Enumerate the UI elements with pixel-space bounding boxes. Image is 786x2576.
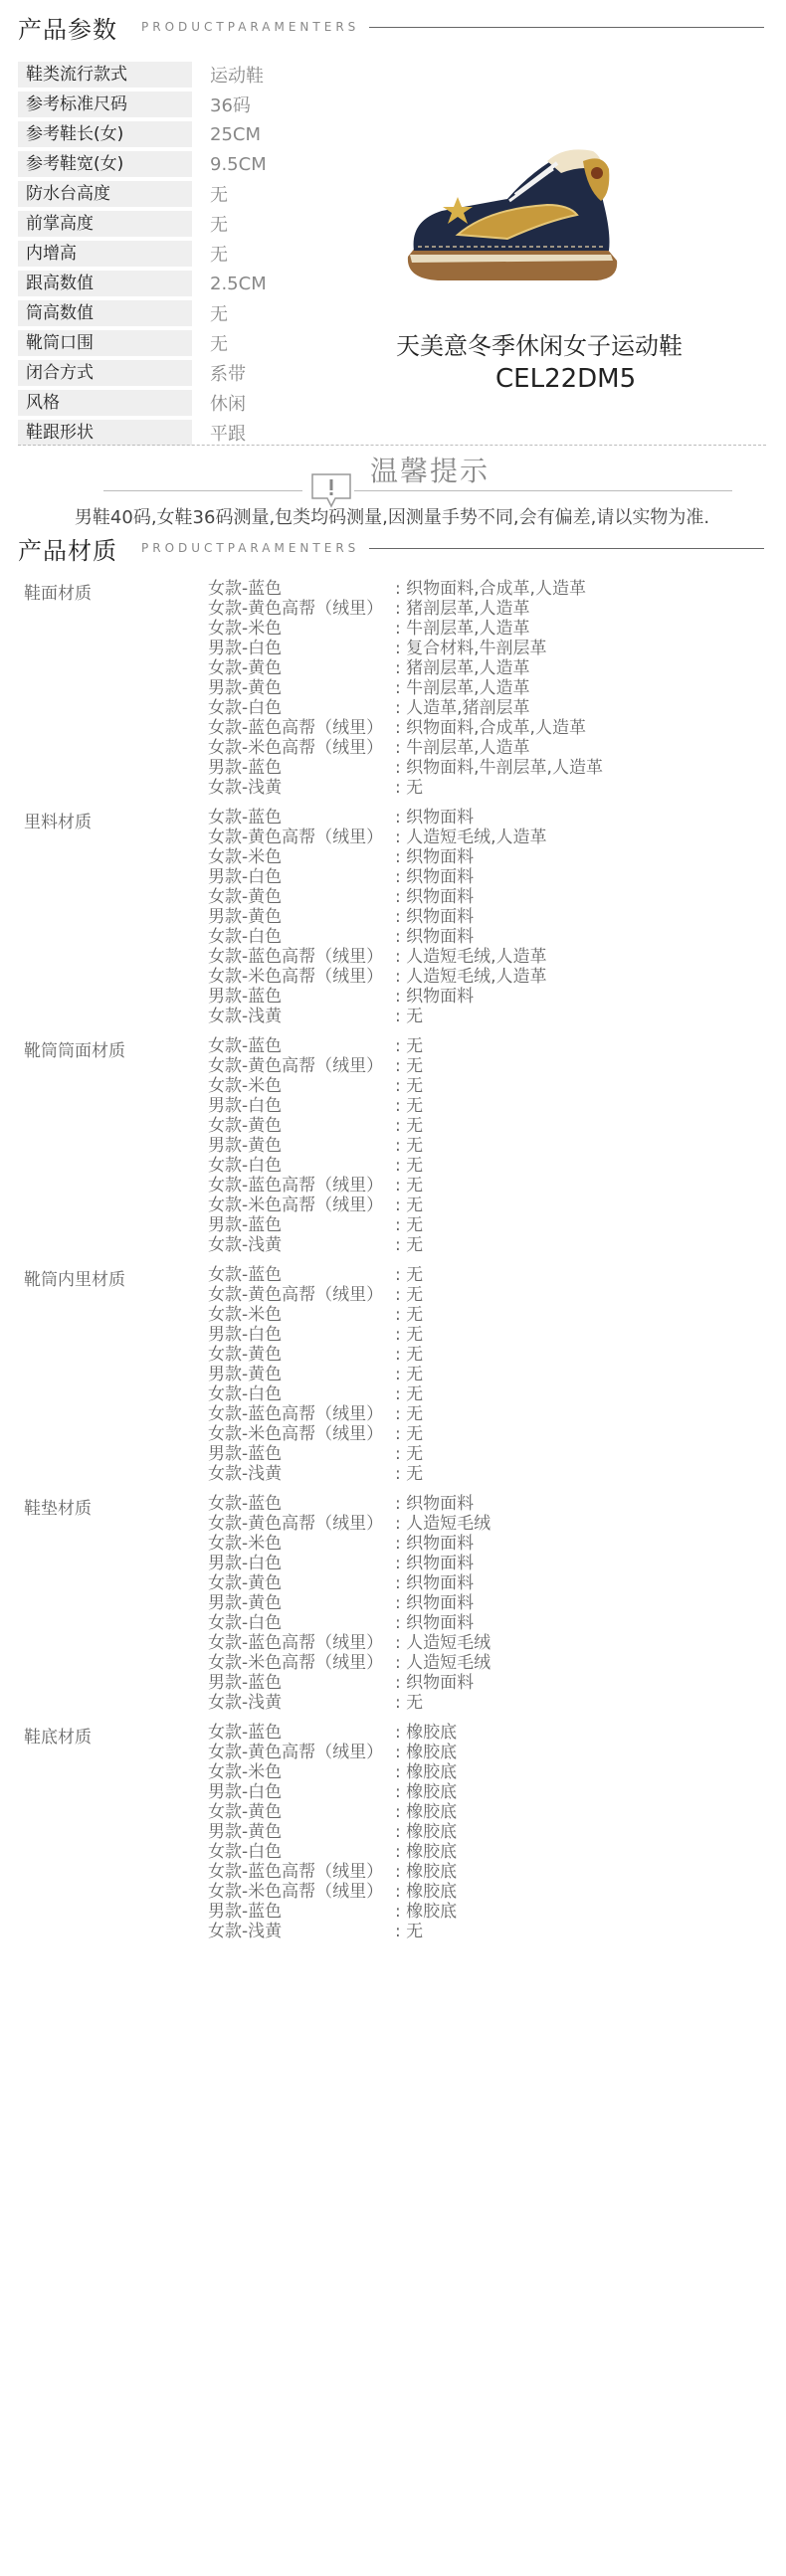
material-value: : 无 [395, 1922, 424, 1941]
material-value: : 无 [395, 1215, 424, 1235]
material-row [208, 1116, 423, 1136]
material-category: 鞋面材质 [24, 584, 92, 604]
materials-section-subtitle: PRODUCTPARAMENTERS [141, 541, 360, 555]
material-value: : 无 [395, 1096, 424, 1116]
material-value: : 橡胶底 [395, 1862, 458, 1882]
material-row [208, 1534, 474, 1554]
param-value: 系带 [210, 364, 246, 385]
material-value: : 无 [395, 1056, 424, 1076]
material-variant: 男款-白色 [208, 1554, 283, 1573]
material-category: 靴筒内里材质 [24, 1270, 125, 1290]
params-table [18, 60, 376, 448]
material-value: : 无 [395, 1176, 424, 1196]
material-row [208, 1285, 423, 1305]
param-label: 内增高 [18, 241, 192, 267]
material-variant: 女款-米色高帮（绒里） [208, 1424, 384, 1444]
material-value: : 无 [395, 1305, 424, 1325]
material-row [208, 658, 530, 678]
material-value: : 织物面料 [395, 808, 475, 828]
material-variant: 女款-蓝色 [208, 808, 283, 828]
param-label: 参考鞋宽(女) [18, 151, 192, 177]
material-row [208, 1514, 491, 1534]
material-group [24, 579, 780, 808]
material-variant: 女款-蓝色高帮（绒里） [208, 1404, 384, 1424]
material-value: : 橡胶底 [395, 1882, 458, 1902]
material-variant: 男款-蓝色 [208, 987, 283, 1007]
material-value: : 人造革,猪剖层革 [395, 698, 530, 718]
material-row [208, 1922, 423, 1941]
material-variant: 男款-黄色 [208, 678, 283, 698]
material-row [208, 778, 423, 798]
material-value: : 织物面料 [395, 1534, 475, 1554]
material-row [208, 808, 474, 828]
material-value: : 无 [395, 1285, 424, 1305]
material-variant: 女款-黄色 [208, 1116, 283, 1136]
material-variant: 女款-米色高帮（绒里） [208, 967, 384, 987]
material-row [208, 1723, 457, 1743]
material-variant: 女款-白色 [208, 1842, 283, 1862]
material-variant: 女款-浅黄 [208, 1464, 283, 1484]
param-value: 无 [210, 334, 228, 355]
material-value: : 人造短毛绒 [395, 1633, 491, 1653]
params-section-header [18, 12, 774, 42]
material-value: : 橡胶底 [395, 1723, 458, 1743]
param-value: 25CM [210, 123, 262, 145]
param-row [18, 149, 376, 179]
params-section-title: 产品参数 [18, 15, 117, 44]
material-group [24, 1723, 780, 1951]
material-value: : 无 [395, 1196, 424, 1215]
material-variant: 女款-米色 [208, 1762, 283, 1782]
material-variant: 女款-黄色 [208, 1573, 283, 1593]
material-value: : 无 [395, 1116, 424, 1136]
material-row [208, 1196, 423, 1215]
product-image [398, 139, 637, 298]
param-label: 参考标准尺码 [18, 92, 192, 117]
material-value: : 无 [395, 1036, 424, 1056]
param-row [18, 388, 376, 418]
param-row [18, 239, 376, 269]
material-row [208, 1345, 423, 1365]
material-variant: 女款-米色高帮（绒里） [208, 1882, 384, 1902]
material-row [208, 907, 474, 927]
material-value: : 橡胶底 [395, 1743, 458, 1762]
material-row [208, 1265, 423, 1285]
material-category: 靴筒筒面材质 [24, 1041, 125, 1061]
materials-section-title: 产品材质 [18, 536, 117, 565]
materials-list [24, 579, 780, 1951]
material-variant: 女款-黄色 [208, 887, 283, 907]
material-value: : 无 [395, 1325, 424, 1345]
material-group [24, 808, 780, 1036]
material-value: : 橡胶底 [395, 1842, 458, 1862]
material-variant: 女款-米色高帮（绒里） [208, 1196, 384, 1215]
material-value: : 织物面料 [395, 1573, 475, 1593]
material-value: : 织物面料 [395, 1613, 475, 1633]
material-variant: 女款-浅黄 [208, 1235, 283, 1255]
param-value: 平跟 [210, 424, 246, 445]
material-variant: 女款-黄色高帮（绒里） [208, 1056, 384, 1076]
material-row [208, 1056, 423, 1076]
material-variant: 女款-白色 [208, 1613, 283, 1633]
material-value: : 织物面料 [395, 1494, 475, 1514]
material-value: : 猪剖层革,人造革 [395, 658, 530, 678]
material-variant: 男款-蓝色 [208, 1444, 283, 1464]
material-row [208, 967, 547, 987]
param-label: 前掌高度 [18, 211, 192, 237]
material-variant: 女款-米色 [208, 1076, 283, 1096]
material-value: : 织物面料 [395, 1673, 475, 1693]
material-variant: 女款-黄色 [208, 658, 283, 678]
material-value: : 牛剖层革,人造革 [395, 738, 530, 758]
material-variant: 女款-米色高帮（绒里） [208, 1653, 384, 1673]
material-row [208, 847, 474, 867]
material-row [208, 1007, 423, 1026]
material-value: : 橡胶底 [395, 1762, 458, 1782]
material-value: : 橡胶底 [395, 1902, 458, 1922]
material-row [208, 927, 474, 947]
material-row [208, 1842, 457, 1862]
material-value: : 无 [395, 1384, 424, 1404]
material-variant: 女款-米色 [208, 1305, 283, 1325]
material-row [208, 1444, 423, 1464]
param-row [18, 119, 376, 149]
material-variant: 男款-白色 [208, 639, 283, 658]
material-row [208, 1902, 457, 1922]
tip-line-left [103, 490, 302, 491]
material-value: : 无 [395, 1345, 424, 1365]
material-variant: 女款-浅黄 [208, 1922, 283, 1941]
material-row [208, 1494, 474, 1514]
material-variant: 男款-白色 [208, 1782, 283, 1802]
material-variant: 男款-蓝色 [208, 758, 283, 778]
material-variant: 女款-蓝色高帮（绒里） [208, 718, 384, 738]
param-row [18, 358, 376, 388]
material-row [208, 758, 603, 778]
material-value: : 无 [395, 1424, 424, 1444]
material-variant: 女款-浅黄 [208, 1007, 283, 1026]
material-row [208, 1235, 423, 1255]
material-variant: 女款-白色 [208, 698, 283, 718]
material-row [208, 1384, 423, 1404]
material-variant: 女款-黄色高帮（绒里） [208, 1514, 384, 1534]
material-value: : 织物面料,合成革,人造革 [395, 718, 586, 738]
material-row [208, 1882, 457, 1902]
material-row [208, 1365, 423, 1384]
material-variant: 男款-黄色 [208, 1136, 283, 1156]
material-value: : 人造短毛绒 [395, 1514, 491, 1534]
material-value: : 复合材料,牛剖层革 [395, 639, 547, 658]
material-row [208, 1305, 423, 1325]
material-variant: 男款-白色 [208, 867, 283, 887]
material-value: : 无 [395, 1464, 424, 1484]
material-variant: 女款-浅黄 [208, 1693, 283, 1713]
material-variant: 女款-蓝色高帮（绒里） [208, 947, 384, 967]
material-value: : 牛剖层革,人造革 [395, 678, 530, 698]
params-section-subtitle: PRODUCTPARAMENTERS [141, 20, 360, 34]
material-variant: 女款-黄色高帮（绒里） [208, 599, 384, 619]
material-variant: 女款-米色 [208, 847, 283, 867]
material-value: : 无 [395, 1444, 424, 1464]
material-category: 里料材质 [24, 813, 92, 832]
material-row [208, 1802, 457, 1822]
param-value: 2.5CM [210, 273, 267, 294]
dashed-divider [18, 445, 766, 446]
material-row [208, 1593, 474, 1613]
material-row [208, 1822, 457, 1842]
divider [369, 27, 764, 28]
material-group [24, 1265, 780, 1494]
material-value: : 织物面料,合成革,人造革 [395, 579, 586, 599]
param-row [18, 60, 376, 90]
material-value: : 织物面料 [395, 1554, 475, 1573]
param-value: 无 [210, 215, 228, 236]
param-value: 无 [210, 304, 228, 325]
material-variant: 男款-黄色 [208, 1822, 283, 1842]
param-row [18, 179, 376, 209]
material-row [208, 1036, 423, 1056]
material-category: 鞋垫材质 [24, 1499, 92, 1519]
product-code: CEL22DM5 [495, 364, 637, 394]
param-row [18, 418, 376, 448]
material-row [208, 1096, 423, 1116]
material-variant: 男款-蓝色 [208, 1902, 283, 1922]
param-label: 鞋类流行款式 [18, 62, 192, 88]
material-variant: 女款-蓝色 [208, 1036, 283, 1056]
material-value: : 橡胶底 [395, 1802, 458, 1822]
param-label: 参考鞋长(女) [18, 121, 192, 147]
material-variant: 女款-白色 [208, 927, 283, 947]
material-value: : 织物面料 [395, 867, 475, 887]
materials-section-header [18, 533, 774, 563]
material-variant: 女款-黄色 [208, 1802, 283, 1822]
material-row [208, 1653, 491, 1673]
material-variant: 女款-蓝色 [208, 1723, 283, 1743]
material-variant: 女款-蓝色高帮（绒里） [208, 1633, 384, 1653]
material-row [208, 1573, 474, 1593]
param-value: 无 [210, 185, 228, 206]
material-row [208, 1325, 423, 1345]
material-variant: 女款-米色 [208, 619, 283, 639]
param-row [18, 90, 376, 119]
material-value: : 无 [395, 1076, 424, 1096]
material-value: : 织物面料 [395, 907, 475, 927]
material-row [208, 1464, 423, 1484]
divider [369, 548, 764, 549]
material-variant: 女款-黄色 [208, 1345, 283, 1365]
param-row [18, 328, 376, 358]
param-row [18, 269, 376, 298]
material-category: 鞋底材质 [24, 1728, 92, 1748]
material-value: : 人造短毛绒 [395, 1653, 491, 1673]
material-row [208, 1862, 457, 1882]
tip-title: 温馨提示 [370, 455, 491, 487]
material-value: : 无 [395, 1265, 424, 1285]
material-value: : 橡胶底 [395, 1782, 458, 1802]
material-variant: 女款-白色 [208, 1384, 283, 1404]
material-value: : 猪剖层革,人造革 [395, 599, 530, 619]
param-row [18, 209, 376, 239]
material-row [208, 1076, 423, 1096]
material-value: : 无 [395, 1693, 424, 1713]
material-value: : 无 [395, 1007, 424, 1026]
product-name: 天美意冬季休闲女子运动鞋 [396, 332, 683, 360]
material-row [208, 619, 530, 639]
material-row [208, 947, 547, 967]
material-variant: 男款-白色 [208, 1325, 283, 1345]
material-row [208, 1782, 457, 1802]
param-label: 靴筒口围 [18, 330, 192, 356]
param-value: 无 [210, 245, 228, 266]
material-variant: 女款-蓝色 [208, 579, 283, 599]
material-variant: 男款-黄色 [208, 1365, 283, 1384]
material-variant: 女款-白色 [208, 1156, 283, 1176]
material-variant: 男款-黄色 [208, 1593, 283, 1613]
material-row [208, 599, 530, 619]
material-row [208, 1424, 423, 1444]
material-row [208, 1176, 423, 1196]
material-value: : 人造短毛绒,人造革 [395, 947, 547, 967]
tip-line-right [354, 490, 732, 491]
param-label: 闭合方式 [18, 360, 192, 386]
material-row [208, 718, 586, 738]
material-value: : 牛剖层革,人造革 [395, 619, 530, 639]
material-row [208, 1136, 423, 1156]
material-value: : 无 [395, 778, 424, 798]
material-variant: 女款-蓝色 [208, 1494, 283, 1514]
material-value: : 人造短毛绒,人造革 [395, 828, 547, 847]
param-row [18, 298, 376, 328]
param-label: 防水台高度 [18, 181, 192, 207]
material-value: : 无 [395, 1365, 424, 1384]
material-row [208, 698, 530, 718]
material-variant: 女款-黄色高帮（绒里） [208, 828, 384, 847]
material-row [208, 1613, 474, 1633]
material-variant: 女款-蓝色 [208, 1265, 283, 1285]
param-label: 筒高数值 [18, 300, 192, 326]
material-row [208, 1215, 423, 1235]
material-value: : 织物面料 [395, 987, 475, 1007]
material-variant: 女款-黄色高帮（绒里） [208, 1743, 384, 1762]
material-variant: 男款-蓝色 [208, 1215, 283, 1235]
material-value: : 无 [395, 1136, 424, 1156]
material-row [208, 828, 547, 847]
material-value: : 无 [395, 1404, 424, 1424]
material-value: : 织物面料 [395, 927, 475, 947]
material-row [208, 1633, 491, 1653]
material-row [208, 1762, 457, 1782]
material-row [208, 1693, 423, 1713]
material-row [208, 1673, 474, 1693]
material-variant: 女款-蓝色高帮（绒里） [208, 1176, 384, 1196]
material-row [208, 867, 474, 887]
param-value: 9.5CM [210, 153, 267, 175]
sneaker-icon [398, 139, 637, 298]
material-group [24, 1036, 780, 1265]
material-row [208, 887, 474, 907]
param-label: 跟高数值 [18, 271, 192, 296]
material-row [208, 987, 474, 1007]
material-variant: 男款-黄色 [208, 907, 283, 927]
param-label: 风格 [18, 390, 192, 416]
tip-text: 男鞋40码,女鞋36码测量,包类均码测量,因测量手势不同,会有偏差,请以实物为准. [74, 507, 710, 528]
param-value: 运动鞋 [210, 66, 264, 87]
material-value: : 无 [395, 1235, 424, 1255]
param-value: 休闲 [210, 394, 246, 415]
param-label: 鞋跟形状 [18, 420, 192, 446]
material-variant: 男款-蓝色 [208, 1673, 283, 1693]
material-row [208, 1743, 457, 1762]
material-value: : 无 [395, 1156, 424, 1176]
material-value: : 织物面料 [395, 1593, 475, 1613]
material-value: : 人造短毛绒,人造革 [395, 967, 547, 987]
material-variant: 女款-黄色高帮（绒里） [208, 1285, 384, 1305]
material-variant: 女款-浅黄 [208, 778, 283, 798]
material-variant: 女款-米色高帮（绒里） [208, 738, 384, 758]
material-value: : 织物面料,牛剖层革,人造革 [395, 758, 603, 778]
material-group [24, 1494, 780, 1723]
material-row [208, 639, 547, 658]
material-value: : 橡胶底 [395, 1822, 458, 1842]
material-variant: 男款-白色 [208, 1096, 283, 1116]
material-value: : 织物面料 [395, 887, 475, 907]
param-value: 36码 [210, 95, 251, 116]
material-row [208, 1404, 423, 1424]
material-variant: 女款-蓝色高帮（绒里） [208, 1862, 384, 1882]
material-row [208, 738, 530, 758]
material-value: : 织物面料 [395, 847, 475, 867]
material-row [208, 678, 530, 698]
material-row [208, 579, 586, 599]
material-row [208, 1156, 423, 1176]
material-variant: 女款-米色 [208, 1534, 283, 1554]
material-row [208, 1554, 474, 1573]
